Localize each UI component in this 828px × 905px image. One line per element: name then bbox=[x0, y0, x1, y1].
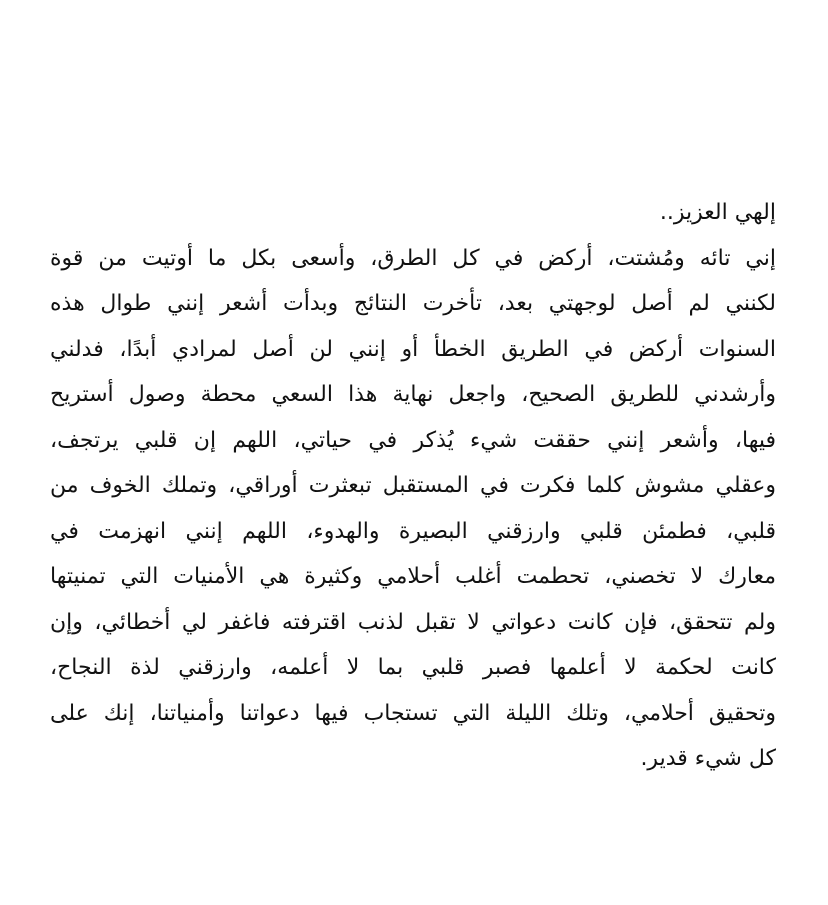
prayer-heading: إلهي العزيز.. bbox=[659, 200, 776, 225]
prayer-line: معارك لا تخصني، تحطمت أغلب أحلامي وكثيرة هي الأمنيات التي تمنيتها bbox=[50, 564, 776, 589]
prayer-line: ولم تتحقق، فإن كانت دعواتي لا تقبل لذنب اقترفته فاغفر لي أخطائي، وإن bbox=[50, 609, 776, 635]
prayer-line: لكنني لم أصل لوجهتي بعد، تأخرت النتائج وبدأت أشعر إنني طوال هذه bbox=[50, 291, 776, 316]
prayer-line: فيها، وأشعر إنني حققت شيء يُذكر في حياتي، اللهم إن قلبي يرتجف، bbox=[50, 427, 776, 453]
prayer-text bbox=[50, 190, 776, 782]
prayer-line: وأرشدني للطريق الصحيح، واجعل نهاية هذا السعي محطة وصول أستريح bbox=[50, 382, 776, 407]
prayer-line: السنوات أركض في الطريق الخطأ أو إنني لن أصل لمرادي أبدًا، فدلني bbox=[50, 336, 776, 362]
prayer-line-last: كل شيء قدير. bbox=[640, 746, 776, 771]
prayer-line: وعقلي مشوش كلما فكرت في المستقبل تبعثرت أوراقي، وتملك الخوف من bbox=[50, 473, 776, 498]
prayer-line: قلبي، فطمئن قلبي وارزقني البصيرة والهدوء، اللهم إنني انهزمت في bbox=[50, 518, 776, 544]
prayer-line: إني تائه ومُشتت، أركض في كل الطرق، وأسعى بكل ما أوتيت من قوة bbox=[50, 245, 776, 271]
prayer-line: وتحقيق أحلامي، وتلك الليلة التي تستجاب فيها دعواتنا وأمنياتنا، إنك على bbox=[50, 700, 776, 726]
prayer-line: كانت لحكمة لا أعلمها فصبر قلبي بما لا أعلمه، وارزقني لذة النجاح، bbox=[50, 655, 776, 680]
